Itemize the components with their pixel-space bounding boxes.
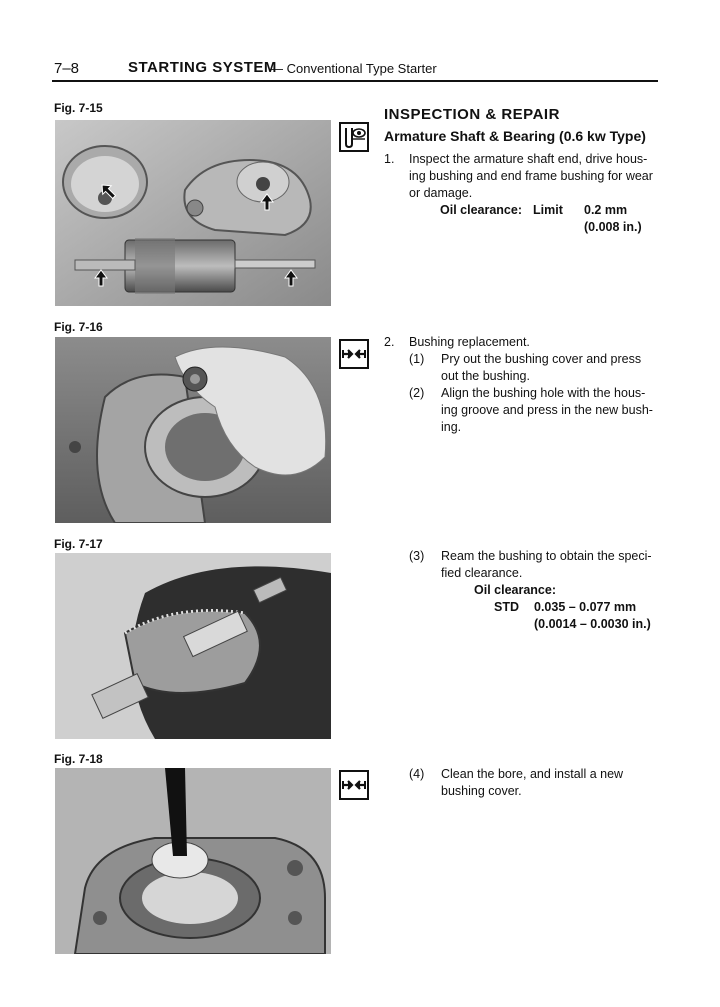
fig-7-16-label: Fig. 7-16: [54, 320, 103, 334]
inspection-subtitle: Armature Shaft & Bearing (0.6 kw Type): [384, 128, 646, 144]
limit-value-in: (0.008 in.): [584, 220, 642, 234]
step-1-number: 1.: [384, 152, 395, 166]
fig-7-16-photo: [55, 337, 331, 523]
step-1-line-2: ing bushing and end frame bushing for wear: [409, 169, 653, 183]
sub-1-line-2: out the bushing.: [441, 369, 530, 383]
limit-label: Limit: [533, 203, 563, 217]
page-number: 7–8: [54, 60, 80, 77]
sub-2-line-1: Align the bushing hole with the hous-: [441, 386, 646, 400]
sub-4-number: (4): [409, 767, 425, 781]
fig-7-15-label: Fig. 7-15: [54, 101, 103, 115]
step-2-text: Bushing replacement.: [409, 335, 530, 349]
sub-2-number: (2): [409, 386, 425, 400]
inspect-icon: [339, 122, 369, 152]
std-label: STD: [494, 600, 519, 614]
fig-7-18-photo: [55, 768, 331, 954]
replace-icon: [339, 339, 369, 369]
step-1-line-1: Inspect the armature shaft end, drive hous-: [409, 152, 648, 166]
sub-1-line-1: Pry out the bushing cover and press: [441, 352, 642, 366]
sub-2-line-2: ing groove and press in the new bush-: [441, 403, 653, 417]
replace-icon-2: [339, 770, 369, 800]
section-title: STARTING SYSTEM: [128, 59, 277, 76]
sub-1-number: (1): [409, 352, 425, 366]
std-value-mm: 0.035 – 0.077 mm: [534, 600, 637, 614]
section-subtitle: — Conventional Type Starter: [270, 61, 437, 76]
sub-4-line-2: bushing cover.: [441, 784, 522, 798]
oil-clearance-label: Oil clearance:: [440, 203, 522, 217]
limit-value-mm: 0.2 mm: [584, 203, 628, 217]
sub-3-line-2: fied clearance.: [441, 566, 523, 580]
std-value-in: (0.0014 – 0.0030 in.): [534, 617, 651, 631]
oil-clearance-label-2: Oil clearance:: [474, 583, 556, 597]
fig-7-15-photo: [55, 120, 331, 306]
fig-7-18-label: Fig. 7-18: [54, 752, 103, 766]
fig-7-17-label: Fig. 7-17: [54, 537, 103, 551]
sub-3-line-1: Ream the bushing to obtain the speci-: [441, 549, 652, 563]
fig-7-17-photo: [55, 553, 331, 739]
step-1-line-3: or damage.: [409, 186, 473, 200]
inspection-title: INSPECTION & REPAIR: [384, 106, 560, 123]
sub-2-line-3: ing.: [441, 420, 462, 434]
sub-3-number: (3): [409, 549, 425, 563]
sub-4-line-1: Clean the bore, and install a new: [441, 767, 624, 781]
header-rule: [52, 80, 658, 82]
step-2-number: 2.: [384, 335, 395, 349]
